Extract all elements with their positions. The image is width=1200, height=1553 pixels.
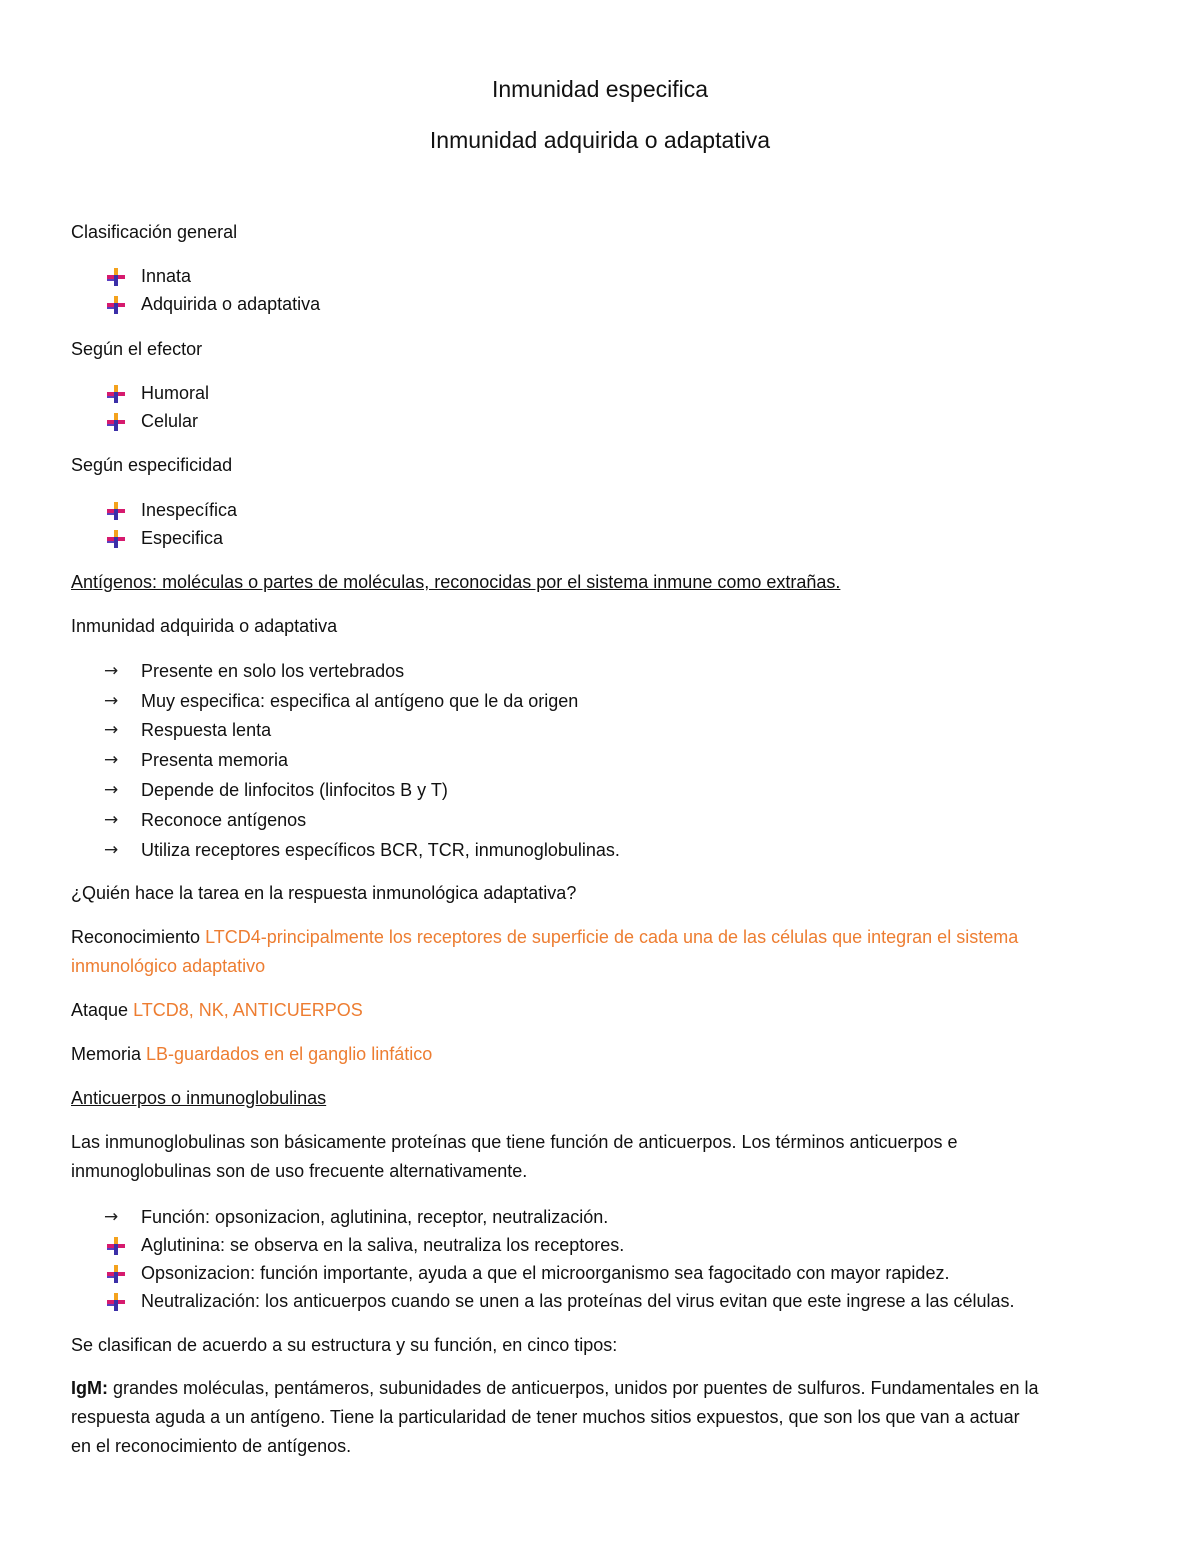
reconocimiento-value-cont: inmunológico adaptativo: [71, 956, 266, 976]
anticuerpos-intro-cont: inmunoglobulinas son de uso frecuente alternativamente.: [71, 1161, 528, 1181]
memoria-line: [71, 1040, 1136, 1069]
ataque-value: LTCD8, NK, ANTICUERPOS: [133, 1000, 363, 1020]
right-arrow-icon: →: [104, 750, 119, 770]
cross-bullet-icon: [104, 1287, 128, 1315]
cross-bullet-icon: [104, 524, 128, 552]
cross-bullet-icon: [104, 379, 128, 407]
igm-paragraph-cont: respuesta aguda a un antígeno. Tiene la particularidad de tener muchos sitios expuestos, que son los que van a actuar: [71, 1407, 1020, 1427]
ataque-line: [71, 996, 1136, 1025]
igm-text: grandes moléculas, pentámeros, subunidades de anticuerpos, unidos por puentes de sulfuros. Fundamentales en la: [107, 1378, 1039, 1398]
clasificacion-heading: Clasificación general: [71, 222, 238, 242]
right-arrow-icon: →: [104, 810, 119, 830]
reconocimiento-label: Reconocimiento: [71, 927, 201, 947]
especificidad-heading: Según especificidad: [71, 455, 233, 475]
right-arrow-icon: →: [104, 780, 119, 800]
right-arrow-icon: →: [104, 691, 119, 711]
cross-bullet-icon: [104, 1259, 128, 1287]
right-arrow-icon: →: [104, 720, 119, 740]
reconocimiento-value: LTCD4-principalmente los receptores de superficie de cada una de las células que integran el sistema: [205, 927, 1019, 947]
right-arrow-icon: →: [104, 1207, 119, 1227]
document-subtitle: Inmunidad adquirida o adaptativa: [429, 127, 771, 153]
efector-heading: Según el efector: [71, 339, 203, 359]
memoria-label: Memoria: [71, 1044, 142, 1064]
ataque-label: Ataque: [71, 1000, 129, 1020]
pregunta-text: ¿Quién hace la tarea en la respuesta inmunológica adaptativa?: [71, 883, 577, 903]
cross-bullet-icon: [104, 290, 128, 318]
memoria-value: LB-guardados en el ganglio linfático: [146, 1044, 433, 1064]
adquirida-heading: Inmunidad adquirida o adaptativa: [71, 616, 338, 636]
anticuerpos-intro: Las inmunoglobulinas son básicamente proteínas que tiene función de anticuerpos. Los términos anticuerpos e: [71, 1132, 958, 1152]
reconocimiento-line: [71, 923, 1136, 952]
anticuerpos-heading: Anticuerpos o inmunoglobulinas: [71, 1088, 327, 1108]
igm-paragraph: [71, 1374, 1136, 1403]
igm-paragraph-end: en el reconocimiento de antígenos.: [71, 1436, 352, 1456]
cross-bullet-icon: [104, 1231, 128, 1259]
antigenos-definition: Antígenos: moléculas o partes de moléculas, reconocidas por el sistema inmune como extrañas.: [71, 572, 841, 592]
cross-bullet-icon: [104, 407, 128, 435]
right-arrow-icon: →: [104, 840, 119, 860]
cross-bullet-icon: [104, 262, 128, 290]
clasifican-text: Se clasifican de acuerdo a su estructura y su función, en cinco tipos:: [71, 1335, 618, 1355]
cross-bullet-icon: [104, 496, 128, 524]
document-page: Inmunidad especifica Inmunidad adquirida o adaptativa Clasificación general Innata Adquirida o adaptativa Según el efector Humoral Celular Según especificidad Inespecífica Especifica Antígenos: moléculas o partes de moléculas, reconocidas por el sistema inmune como extrañas. Inmunidad adquirida o adaptativa → Presente en solo los vertebrados → Muy especifica: especifica al antígeno que le da origen → Respuesta lenta → Presenta memoria → Depende de linfocitos (linfocitos B y T) → Reconoce antígenos → Utiliza receptores específicos BCR, TCR, inmunoglobulinas. ¿Quién hace la tarea en la respuesta inmunológica adaptativa? Reconocimiento LTCD4-principalmente los receptores de superficie de cada una de las células que integran el sistema inmunológico adaptativo Ataque LTCD8, NK, ANTICUERPOS Memoria LB-guardados en el ganglio linfático Anticuerpos o inmunoglobulinas Las inmunoglobulinas son básicamente proteínas que tiene función de anticuerpos. Los términos anticuerpos e inmunoglobulinas son de uso frecuente alternativamente. → Función: opsonizacion, aglutinina, receptor, neutralización. Aglutinina: se observa en la saliva, neutraliza los receptores. Opsonizacion: función importante, ayuda a que el microorganismo sea fagocitado con mayor rapidez. Neutralización: los anticuerpos cuando se unen a las proteínas del virus evitan que este ingrese a las células. Se clasifican de acuerdo a su estructura y su función, en cinco tipos: IgM: grandes moléculas, pentámeros, subunidades de anticuerpos, unidos por puentes de sulfuros. Fundamentales en la respuesta aguda a un antígeno. Tiene la particularidad de tener muchos sitios expuestos, que son los que van a actuar en el reconocimiento de antígenos.: [0, 0, 1200, 1553]
igm-label: IgM:: [71, 1378, 108, 1398]
right-arrow-icon: →: [104, 661, 119, 681]
document-title: Inmunidad especifica: [491, 76, 709, 102]
